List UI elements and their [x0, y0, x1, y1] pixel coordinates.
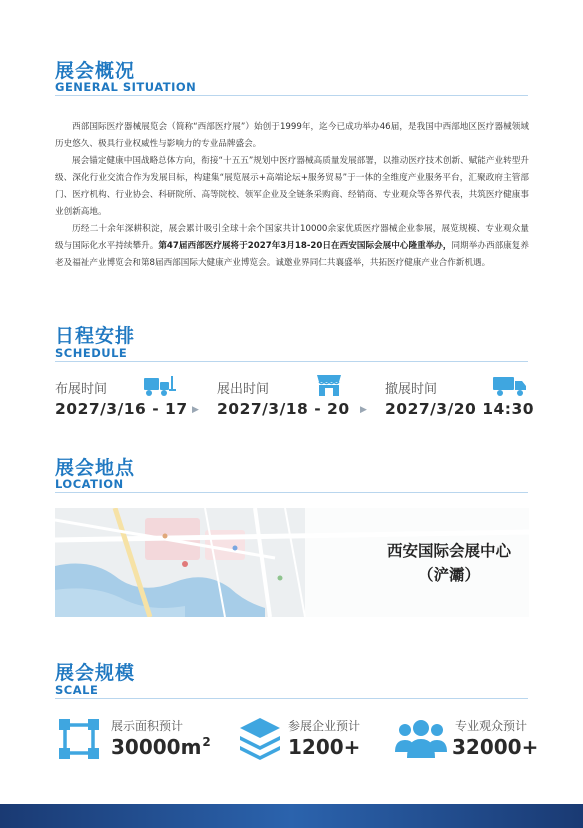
schedule-title: 日程安排	[55, 325, 136, 347]
overview-paragraph-3-highlight: 第47届西部医疗展将于2027年3月18-20日在西安国际会展中心隆重举办，	[158, 241, 452, 251]
venue-name	[387, 539, 511, 587]
overview-paragraph-1	[55, 119, 529, 153]
delivery-truck-icon	[493, 375, 527, 397]
overview-paragraph-2	[55, 153, 529, 221]
schedule-exhibit-label: 展出时间	[217, 382, 270, 397]
overview-title: 展会概况	[55, 60, 136, 82]
scale-area-number: 30000m	[111, 735, 202, 759]
schedule-exhibit-date: 2027/3/18 - 20	[217, 400, 350, 418]
scale-exhibitors-value: 1200+	[288, 735, 361, 759]
overview-divider	[55, 95, 528, 96]
location-map[interactable]	[55, 508, 529, 617]
schedule-dismantle-label: 撤展时间	[385, 382, 438, 397]
schedule-setup-date: 2027/3/16 - 17	[55, 400, 188, 418]
people-group-icon	[395, 718, 447, 758]
scale-exhibitors-label: 参展企业预计	[288, 719, 361, 733]
overview-text	[55, 119, 529, 272]
overview-paragraph-3c: 同期举办西部康复养老及福祉产业博览会和第8届西部国际大健康产业博览会。诚邀业界同仁共襄盛举，共拓医疗健康产业合作新机遇。	[55, 241, 529, 268]
scale-area-label: 展示面积预计	[111, 719, 184, 733]
location-subtitle: LOCATION	[55, 477, 124, 491]
schedule-divider	[55, 361, 528, 362]
booth-stall-icon	[316, 373, 342, 397]
overview-paragraph-3	[55, 221, 529, 272]
schedule-dismantle-date: 2027/3/20 14:30	[385, 400, 535, 418]
location-title: 展会地点	[55, 457, 136, 479]
overview-paragraph-3a: 历经二十余年深耕积淀，展会累计吸引全球十余个国家共计10000余家优质医疗器械企业参展，展览规模、专业观众量级与国际化水平持续攀升。	[55, 224, 529, 251]
overview-subtitle: GENERAL SITUATION	[55, 80, 197, 94]
schedule-setup-label: 布展时间	[55, 382, 108, 397]
scale-area-value	[111, 735, 211, 759]
overview-paragraph-2-text: 展会锚定健康中国战略总体方向，衔接“十五五”规划中医疗器械高质量发展部署，以推动医疗技术创新、赋能产业转型升级、深化行业交流合作为发展目标，构建集“展览展示+高端论坛+服务贸易”于一体的全维度产业服务平台，汇聚政府主管部门、医疗机构、行业协会、科研院所、高等院校、领军企业及全链条采购商、经销商、专业观众等各界代表，共筑医疗健康事业创新高地。	[55, 156, 529, 217]
forklift-truck-icon	[144, 375, 176, 397]
location-divider	[55, 492, 528, 493]
footer-bar	[0, 804, 583, 828]
arrow-right-icon: ▶	[360, 405, 367, 415]
scale-area-unit-sup: 2	[202, 735, 211, 750]
scale-subtitle: SCALE	[55, 683, 99, 697]
scale-visitors-label: 专业观众预计	[455, 719, 528, 733]
venue-name-line1: 西安国际会展中心	[386, 542, 511, 560]
scale-visitors-value: 32000+	[452, 735, 539, 759]
overview-paragraph-1-text: 西部国际医疗器械展览会（简称“西部医疗展”）始创于1999年，迄今已成功举办46届，是我国中西部地区医疗器械领域历史悠久、极具行业权威性与影响力的专业品牌盛会。	[55, 122, 529, 149]
scale-title: 展会规模	[55, 662, 136, 684]
schedule-subtitle: SCHEDULE	[55, 346, 128, 360]
venue-name-line2: （浐灞）	[417, 566, 480, 584]
arrow-right-icon: ▶	[192, 405, 199, 415]
scale-divider	[55, 698, 528, 699]
area-frame-icon	[58, 718, 100, 760]
layers-stack-icon	[238, 716, 282, 760]
